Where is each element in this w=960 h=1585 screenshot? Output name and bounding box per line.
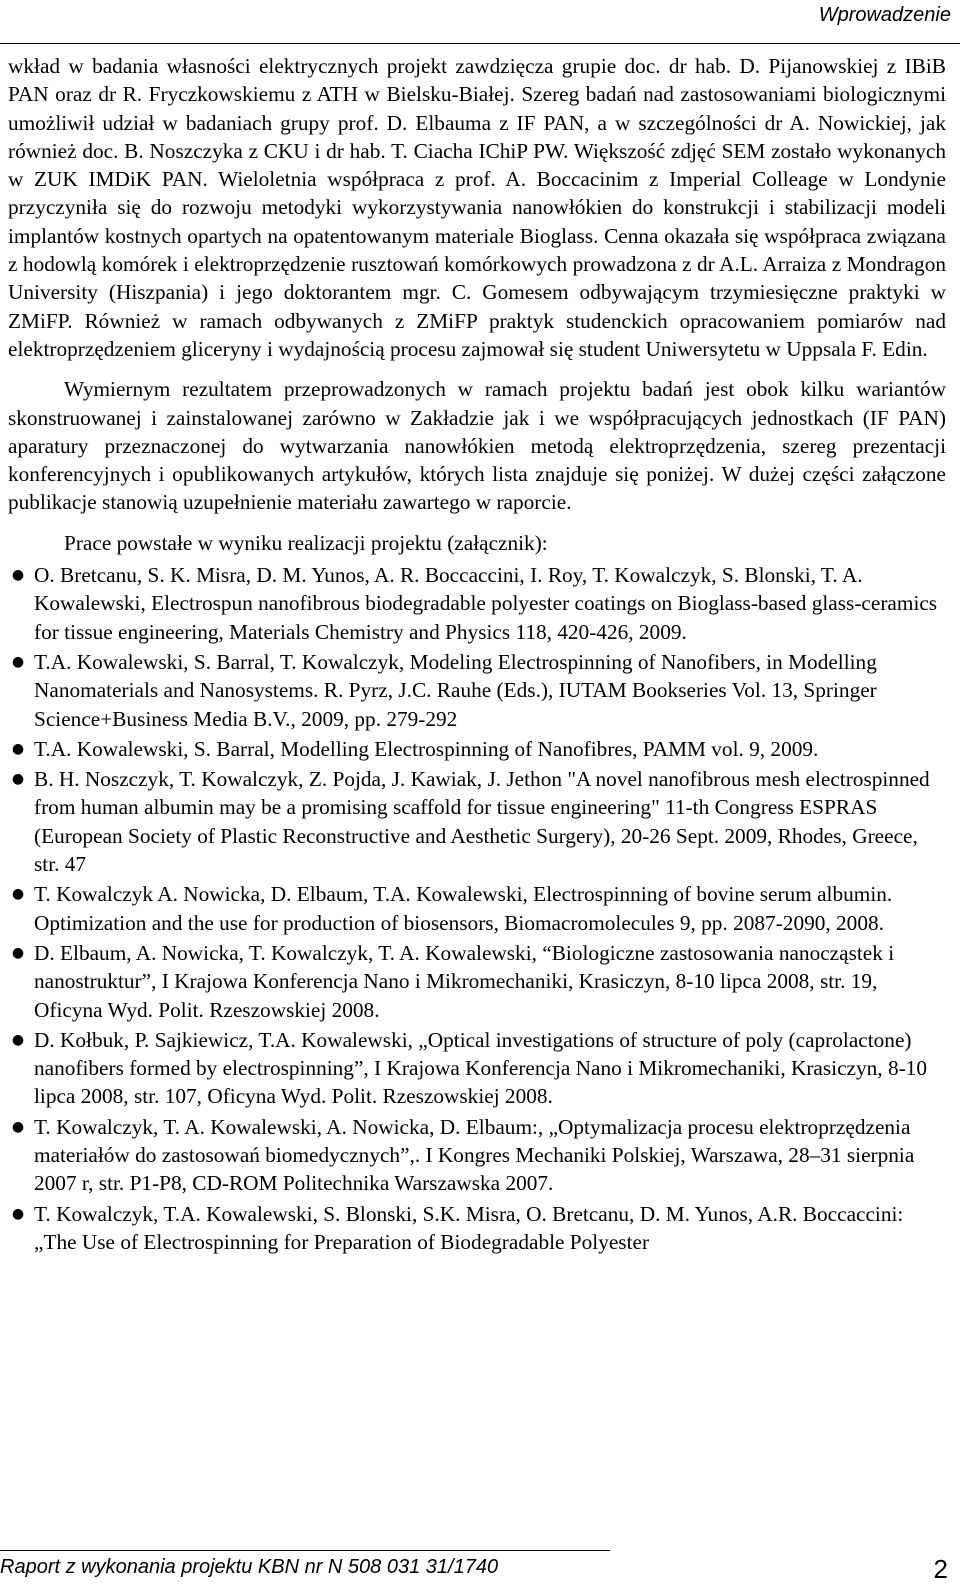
bullet-icon: ● — [11, 1031, 25, 1048]
bullet-icon: ● — [11, 1118, 25, 1135]
list-item: ● O. Bretcanu, S. K. Misra, D. M. Yunos, A. R. Boccaccini, I. Roy, T. Kowalczyk, S. Blonski, T. A. Kowalewski, Electrospun nanofibrous biodegradable polyester coatings on Bioglass-based glass-ceramics for tissue engineering, Materials Chemistry and Physics 118, 420-426, 2009. — [8, 561, 946, 646]
bullet-icon: ● — [11, 771, 25, 788]
page-number: 2 — [933, 1554, 948, 1584]
paragraph-results: Wymiernym rezultatem przeprowadzonych w ramach projektu badań jest obok kilku wariantów skonstruowanej i zainstalowanej zarówno w Zakładzie jak i we współpracujących jednostkach (IF PAN) aparatury przeznaczonej do wytwarzania nanowłókien metodą elektroprzędzenia, szereg prezentacji konferencyjnych i opublikowanych artykułów, których lista znajduje się poniżej. W dużej części załączone publikacje stanowią uzupełnienie materiału zawartego w raporcie. — [8, 377, 946, 515]
report-title: Raport z wykonania projektu KBN nr N 508 031 31/1740 — [0, 1556, 499, 1578]
list-item: ● T.A. Kowalewski, S. Barral, Modelling Electrospinning of Nanofibres, PAMM vol. 9, 2009. — [8, 735, 946, 763]
publications-list-heading: Prace powstałe w wyniku realizacji projektu (załącznik): — [64, 530, 548, 555]
bullet-icon: ● — [11, 1205, 25, 1222]
bullet-icon: ● — [11, 567, 25, 584]
list-item: ● T. Kowalczyk A. Nowicka, D. Elbaum, T.A. Kowalewski, Electrospinning of bovine serum albumin. Optimization and the use for production of biosensors, Biomacromolecules 9, pp. 2087-2090, 2008. — [8, 880, 946, 937]
bullet-icon: ● — [11, 653, 25, 670]
page-footer — [0, 1556, 948, 1579]
list-item: ● T. Kowalczyk, T. A. Kowalewski, A. Nowicka, D. Elbaum:, „Optymalizacja procesu elektroprzędzenia materiałów do zastosowań biomedycznych”,. I Kongres Mechaniki Polskiej, Warszawa, 28–31 sierpnia 2007 r, str. P1-P8, CD-ROM Politechnika Warszawska 2007. — [8, 1113, 946, 1198]
list-item: ● B. H. Noszczyk, T. Kowalczyk, Z. Pojda, J. Kawiak, J. Jethon "A novel nanofibrous mesh electrospinned from human albumin may be a promising scaffold for tissue engineering" 11-th Congress ESPRAS (European Society of Plastic Reconstructive and Aesthetic Surgery), 20-26 Sept. 2009, Rhodes, Greece, str. 47 — [8, 765, 946, 878]
document-body — [8, 52, 946, 1258]
bullet-icon: ● — [11, 886, 25, 903]
paragraph-acknowledgements: wkład w badania własności elektrycznych projekt zawdzięcza grupie doc. dr hab. D. Pijanowskiej z IBiB PAN oraz dr R. Fryczkowskiemu z ATH w Bielsku-Białej. Szereg badań nad zastosowaniami biologicznymi umożliwił udział w badaniach grupy prof. D. Elbauma z IF PAN, a w szczególności dr A. Nowickiej, jak również doc. B. Noszczyka z CKU i dr hab. T. Ciacha IChiP PW. Większość zdjęć SEM zostało wykonanych w ZUK IMDiK PAN. Wieloletnia współpraca z prof. A. Boccacinim z Imperial Colleage w Londynie przyczyniła się do rozwoju metodyki wykorzystywania nanowłókien do konstrukcji i stabilizacji modeli implantów kostnych opartych na opatentowanym materiale Bioglass. Cenna okazała się współpraca związana z hodowlą komórek i elektroprzędzenie rusztowań komórkowych prowadzona z dr A.L. Arraiza z Mondragon University (Hiszpania) i jego doktorantem mgr. C. Gomesem odbywającym trzymiesięczne praktyki w ZMiFP. Również w ramach odbywanych z ZMiFP praktyk studenckich opracowaniem pomiarów nad elektroprzędzeniem gliceryny i wydajnością procesu zajmował się student Uniwersytetu w Uppsala F. Edin. — [8, 54, 946, 361]
bullet-icon: ● — [11, 740, 25, 757]
list-item: ● D. Kołbuk, P. Sajkiewicz, T.A. Kowalewski, „Optical investigations of structure of poly (caprolactone) nanofibers formed by electrospinning”, I Krajowa Konferencja Nano i Mikromechaniki, Krasiczyn, 8-10 lipca 2008, str. 107, Oficyna Wyd. Polit. Rzeszowskiej 2008. — [8, 1026, 946, 1111]
list-item: ● T.A. Kowalewski, S. Barral, T. Kowalczyk, Modeling Electrospinning of Nanofibers, in Modelling Nanomaterials and Nanosystems. R. Pyrz, J.C. Rauhe (Eds.), IUTAM Bookseries Vol. 13, Springer Science+Business Media B.V., 2009, pp. 279-292 — [8, 648, 946, 733]
footer-divider — [0, 1550, 610, 1551]
section-title: Wprowadzenie — [818, 4, 951, 26]
page-header — [0, 0, 960, 44]
list-item: ● D. Elbaum, A. Nowicka, T. Kowalczyk, T. A. Kowalewski, “Biologiczne zastosowania nanocząstek i nanostruktur”, I Krajowa Konferencja Nano i Mikromechaniki, Krasiczyn, 8-10 lipca 2008, str. 19, Oficyna Wyd. Polit. Rzeszowskiej 2008. — [8, 939, 946, 1024]
bullet-icon: ● — [11, 944, 25, 961]
list-item: ● T. Kowalczyk, T.A. Kowalewski, S. Blonski, S.K. Misra, O. Bretcanu, D. M. Yunos, A.R. Boccaccini: „The Use of Electrospinning for Preparation of Biodegradable Polyester — [8, 1200, 946, 1257]
publications-list — [8, 561, 946, 1256]
